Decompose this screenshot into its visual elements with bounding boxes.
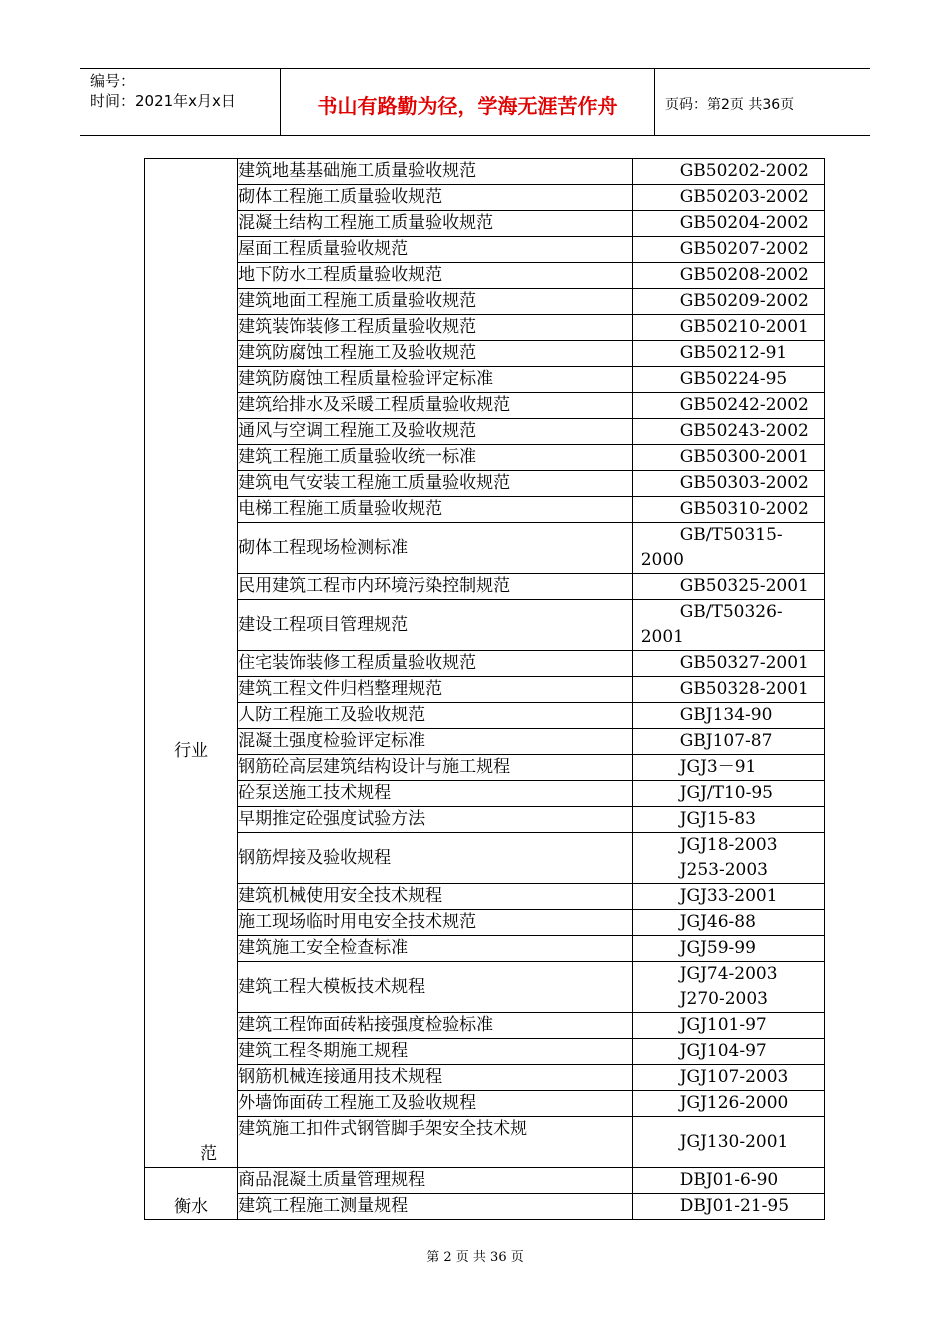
standard-name-cell — [238, 600, 633, 651]
standard-code: JGJ18-2003 — [679, 835, 778, 855]
standard-code-cell — [632, 1039, 824, 1065]
standard-code-line2: J253-2003 — [679, 860, 768, 880]
standard-name-cell — [238, 729, 633, 755]
standard-code-cell — [632, 445, 824, 471]
standard-name-cell — [238, 393, 633, 419]
standard-code-cell — [632, 574, 824, 600]
table-row — [145, 703, 825, 729]
standard-name: 电梯工程施工质量验收规范 — [238, 499, 443, 519]
standard-code-cell — [632, 1117, 824, 1168]
standard-code-cell — [632, 315, 824, 341]
standard-name-cell — [238, 910, 633, 936]
standard-code-cell — [632, 1168, 824, 1194]
standard-name-cell — [238, 159, 633, 185]
standard-code-cell — [632, 211, 824, 237]
table-row — [145, 263, 825, 289]
table-row — [145, 1194, 825, 1220]
standard-name: 人防工程施工及验收规范 — [238, 705, 426, 725]
standard-code: JGJ104-97 — [679, 1041, 767, 1061]
standard-code-cell — [632, 367, 824, 393]
standard-name-cell — [238, 1013, 633, 1039]
standard-code-cell — [632, 497, 824, 523]
table-row — [145, 677, 825, 703]
standard-name: 建筑工程大模板技术规程 — [238, 976, 426, 997]
standard-name: 建筑地面工程施工质量验收规范 — [238, 291, 477, 311]
standard-code-cell — [632, 600, 824, 651]
standard-name: 施工现场临时用电安全技术规范 — [238, 912, 477, 932]
standard-name: 屋面工程质量验收规范 — [238, 239, 409, 259]
standard-name: 混凝土强度检验评定标准 — [238, 731, 426, 751]
table-row — [145, 936, 825, 962]
standard-code-cell — [632, 962, 824, 1013]
standard-name: 建筑防腐蚀工程质量检验评定标准 — [238, 369, 494, 389]
standard-code: GB50242-2002 — [679, 395, 809, 415]
standard-name: 地下防水工程质量验收规范 — [238, 265, 443, 285]
standard-code-line2: J270-2003 — [679, 989, 768, 1009]
standard-name: 建筑地基基础施工质量验收规范 — [238, 161, 477, 181]
standard-code: JGJ3－91 — [679, 757, 757, 777]
standard-name-cell — [238, 884, 633, 910]
standard-name: 建筑工程冬期施工规程 — [238, 1041, 409, 1061]
table-row — [145, 781, 825, 807]
table-row — [145, 315, 825, 341]
standard-name-cell — [238, 1065, 633, 1091]
standard-code: JGJ130-2001 — [679, 1131, 789, 1152]
standard-name: 混凝土结构工程施工质量验收规范 — [238, 213, 494, 233]
standard-code: GB50243-2002 — [679, 421, 809, 441]
standard-code: JGJ101-97 — [679, 1015, 767, 1035]
table-row — [145, 1117, 825, 1168]
standard-code: GB50208-2002 — [679, 265, 809, 285]
standard-code: DBJ01-6-90 — [679, 1170, 779, 1190]
standard-code: GB50209-2002 — [679, 291, 809, 311]
standard-name-cell — [238, 677, 633, 703]
standard-code: GB50212-91 — [679, 343, 788, 363]
table-row — [145, 884, 825, 910]
standard-code-cell — [632, 729, 824, 755]
standard-code-cell — [632, 677, 824, 703]
standard-name-cell — [238, 781, 633, 807]
standard-code-cell — [632, 1013, 824, 1039]
standard-name-cell — [238, 936, 633, 962]
table-row — [145, 1039, 825, 1065]
standard-code-cell — [632, 1091, 824, 1117]
standard-code: GB50202-2002 — [679, 161, 809, 181]
standard-name-cell — [238, 1039, 633, 1065]
standard-name-cell — [238, 807, 633, 833]
standard-name-cell — [238, 703, 633, 729]
page-header — [80, 68, 870, 136]
table-row — [145, 393, 825, 419]
table-row — [145, 419, 825, 445]
standard-name: 建筑工程施工质量验收统一标准 — [238, 447, 477, 467]
table-row — [145, 237, 825, 263]
standard-name-cell — [238, 341, 633, 367]
table-row — [145, 962, 825, 1013]
standard-code-cell — [632, 1065, 824, 1091]
standard-name: 建筑机械使用安全技术规程 — [238, 886, 443, 906]
time-label: 时间：2021年x月x日 — [90, 92, 236, 110]
standard-code: GBJ134-90 — [679, 705, 773, 725]
standard-code-cell — [632, 237, 824, 263]
standard-name: 商品混凝土质量管理规程 — [238, 1170, 426, 1190]
standard-name-cell — [238, 651, 633, 677]
standard-code: GB50203-2002 — [679, 187, 809, 207]
standard-name: 建筑施工安全检查标准 — [238, 938, 409, 958]
page-footer: 第 2 页 共 36 页 — [426, 1250, 524, 1265]
table-row — [145, 445, 825, 471]
standard-name: 外墙饰面砖工程施工及验收规程 — [238, 1093, 477, 1113]
standard-name: 民用建筑工程市内环境污染控制规范 — [238, 576, 511, 596]
standard-code-cell — [632, 185, 824, 211]
standard-code-cell — [632, 263, 824, 289]
standard-code: GB50224-95 — [679, 369, 788, 389]
standard-name: 钢筋砼高层建筑结构设计与施工规程 — [238, 757, 511, 777]
standard-code: JGJ59-99 — [679, 938, 756, 958]
standard-code: GB50300-2001 — [679, 447, 809, 467]
header-motto: 书山有路勤为径，学海无涯苦作舟 — [281, 69, 655, 135]
table-row — [145, 1168, 825, 1194]
standard-code: GB50303-2002 — [679, 473, 809, 493]
standard-code-cell — [632, 910, 824, 936]
table-row — [145, 471, 825, 497]
standard-name-cell — [238, 185, 633, 211]
standard-name: 钢筋焊接及验收规程 — [238, 847, 392, 868]
standard-name: 钢筋机械连接通用技术规程 — [238, 1067, 443, 1087]
standard-name: 建筑施工扣件式钢管脚手架安全技术规 — [238, 1119, 528, 1139]
standard-code-cell — [632, 159, 824, 185]
standard-name: 早期推定砼强度试验方法 — [238, 809, 426, 829]
standard-name: 建筑工程文件归档整理规范 — [238, 679, 443, 699]
standard-code: JGJ/T10-95 — [679, 783, 773, 803]
table-row — [145, 523, 825, 574]
standard-name-cell — [238, 471, 633, 497]
standard-name-cell — [238, 1091, 633, 1117]
standard-name: 住宅装饰装修工程质量验收规范 — [238, 653, 477, 673]
standard-code-cell — [632, 471, 824, 497]
standard-name-cell — [238, 833, 633, 884]
standard-name-cell — [238, 1168, 633, 1194]
standard-name: 建筑装饰装修工程质量验收规范 — [238, 317, 477, 337]
standard-name-cell — [238, 315, 633, 341]
standard-code-line2: 2001 — [640, 627, 684, 647]
standard-name: 砼泵送施工技术规程 — [238, 783, 392, 803]
standard-name: 通风与空调工程施工及验收规范 — [238, 421, 477, 441]
standard-code: GB50328-2001 — [679, 679, 809, 699]
standard-name-cell — [238, 211, 633, 237]
standard-name-cell — [238, 263, 633, 289]
standard-name: 建筑工程施工测量规程 — [238, 1196, 409, 1216]
standard-code-cell — [632, 781, 824, 807]
table-row — [145, 289, 825, 315]
standard-name-cell — [238, 1194, 633, 1220]
standard-name-cell — [238, 237, 633, 263]
standard-code: GBJ107-87 — [679, 731, 773, 751]
standard-name: 建设工程项目管理规范 — [238, 614, 409, 635]
standard-code-line2: 2000 — [640, 550, 684, 570]
standard-code: GB/T50315- — [679, 525, 783, 545]
standard-code: JGJ33-2001 — [679, 886, 778, 906]
table-row — [145, 1065, 825, 1091]
standard-code: JGJ46-88 — [679, 912, 756, 932]
header-page-info: 页码：第2页 共36页 — [665, 97, 795, 113]
table-row — [145, 600, 825, 651]
table-row — [145, 211, 825, 237]
standard-code-cell — [632, 807, 824, 833]
standard-name-cell — [238, 755, 633, 781]
table-row — [145, 159, 825, 185]
standard-code-cell — [632, 703, 824, 729]
standard-name: 建筑给排水及采暖工程质量验收规范 — [238, 395, 511, 415]
standard-name-wrap: 范 — [200, 1144, 218, 1164]
header-meta — [80, 69, 281, 135]
standard-code-cell — [632, 523, 824, 574]
standard-code-cell — [632, 936, 824, 962]
table-row — [145, 807, 825, 833]
standard-name-cell — [238, 367, 633, 393]
standard-name: 砌体工程现场检测标准 — [238, 537, 409, 558]
standard-code-cell — [632, 1194, 824, 1220]
number-label: 编号： — [90, 72, 136, 90]
standard-code: GB50327-2001 — [679, 653, 809, 673]
standard-name-cell — [200, 1117, 633, 1168]
category-cell: 行业 — [145, 159, 238, 1168]
standard-code: GB/T50326- — [679, 602, 783, 622]
standard-name-cell — [238, 419, 633, 445]
standard-name: 建筑工程饰面砖粘接强度检验标准 — [238, 1015, 494, 1035]
table-row — [145, 341, 825, 367]
table-row — [145, 1091, 825, 1117]
standard-code-cell — [632, 755, 824, 781]
table-row — [145, 1013, 825, 1039]
standard-code-cell — [632, 341, 824, 367]
standard-code: JGJ126-2000 — [679, 1093, 789, 1113]
standard-code: GB50207-2002 — [679, 239, 809, 259]
standard-code: GB50325-2001 — [679, 576, 809, 596]
standard-name-cell — [238, 497, 633, 523]
table-row — [145, 651, 825, 677]
table-row — [145, 833, 825, 884]
standard-name-cell — [238, 289, 633, 315]
standard-code-cell — [632, 651, 824, 677]
standard-code: GB50204-2002 — [679, 213, 809, 233]
standard-code-cell — [632, 419, 824, 445]
standard-code: JGJ74-2003 — [679, 964, 778, 984]
standard-code: GB50210-2001 — [679, 317, 809, 337]
standard-name: 砌体工程施工质量验收规范 — [238, 187, 443, 207]
table-row — [145, 910, 825, 936]
table-row — [145, 185, 825, 211]
standard-code-cell — [632, 393, 824, 419]
standard-code: GB50310-2002 — [679, 499, 809, 519]
table-row — [145, 367, 825, 393]
standard-name-cell — [238, 445, 633, 471]
standard-code-cell — [632, 833, 824, 884]
standard-name-cell — [238, 962, 633, 1013]
standard-code-cell — [632, 289, 824, 315]
table-row — [145, 755, 825, 781]
standard-code: DBJ01-21-95 — [679, 1196, 790, 1216]
table-row — [145, 497, 825, 523]
standard-code: JGJ107-2003 — [679, 1067, 789, 1087]
standard-name: 建筑防腐蚀工程施工及验收规范 — [238, 343, 477, 363]
standard-name: 建筑电气安装工程施工质量验收规范 — [238, 473, 511, 493]
table-row — [145, 574, 825, 600]
standard-code: JGJ15-83 — [679, 809, 756, 829]
category-cell: 衡水 — [145, 1168, 238, 1220]
table-row — [145, 729, 825, 755]
standard-code-cell — [632, 884, 824, 910]
standard-name-cell — [238, 523, 633, 574]
standard-name-cell — [238, 574, 633, 600]
standards-table-body — [145, 159, 825, 1220]
standards-table — [144, 158, 825, 1220]
